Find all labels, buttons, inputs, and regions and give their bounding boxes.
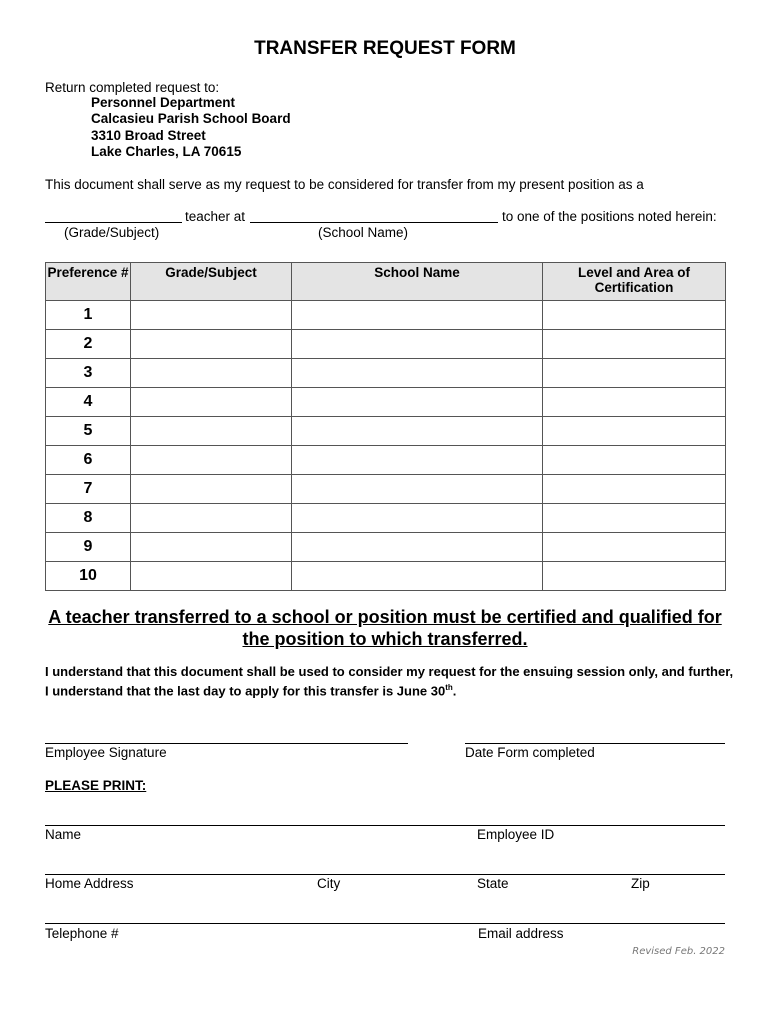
return-label: Return completed request to:	[45, 80, 220, 95]
grade-cell[interactable]	[131, 388, 292, 417]
state-label: State	[477, 876, 509, 891]
school-cell[interactable]	[292, 301, 543, 330]
revision-note: Revised Feb. 2022	[632, 946, 725, 957]
preference-number: 6	[46, 446, 131, 475]
preference-number: 3	[46, 359, 131, 388]
school-cell[interactable]	[292, 504, 543, 533]
cert-cell[interactable]	[543, 533, 726, 562]
cert-cell[interactable]	[543, 504, 726, 533]
telephone-label: Telephone #	[45, 926, 119, 941]
grade-cell[interactable]	[131, 330, 292, 359]
understanding-text: I understand that this document shall be used to consider my request for the ensuing session only, and further, I understand that the last day to apply for this transfer is June 30	[45, 664, 734, 699]
table-row	[46, 504, 726, 533]
preference-number: 9	[46, 533, 131, 562]
grade-cell[interactable]	[131, 359, 292, 388]
grade-cell[interactable]	[131, 446, 292, 475]
grade-subject-field[interactable]	[45, 222, 182, 223]
preference-number: 4	[46, 388, 131, 417]
cert-cell[interactable]	[543, 359, 726, 388]
table-row	[46, 388, 726, 417]
cert-cell[interactable]	[543, 562, 726, 591]
grade-cell[interactable]	[131, 475, 292, 504]
table-row	[46, 330, 726, 359]
certification-notice: A teacher transferred to a school or position must be certified and qualified for the position to which transferred.	[48, 607, 722, 649]
address-line: Lake Charles, LA 70615	[91, 144, 242, 159]
grade-cell[interactable]	[131, 301, 292, 330]
statement: This document shall serve as my request to be considered for transfer from my present position as a	[45, 177, 644, 192]
employee-id-label: Employee ID	[477, 827, 555, 842]
city-label: City	[317, 876, 341, 891]
table-row	[46, 417, 726, 446]
email-label: Email address	[478, 926, 564, 941]
table-row	[46, 475, 726, 504]
school-cell[interactable]	[292, 475, 543, 504]
cert-cell[interactable]	[543, 446, 726, 475]
grade-cell[interactable]	[131, 562, 292, 591]
preference-number: 7	[46, 475, 131, 504]
table-row	[46, 446, 726, 475]
cert-cell[interactable]	[543, 417, 726, 446]
preference-number: 5	[46, 417, 131, 446]
preference-number: 1	[46, 301, 131, 330]
teacher-at-text: teacher at	[185, 209, 246, 224]
statement-tail: to one of the positions noted herein:	[502, 209, 717, 224]
school-name-field[interactable]	[250, 222, 498, 223]
date-completed-label: Date Form completed	[465, 745, 595, 760]
page-title: TRANSFER REQUEST FORM	[254, 38, 516, 59]
address-line-field[interactable]	[45, 874, 725, 875]
table-row	[46, 533, 726, 562]
grade-cell[interactable]	[131, 533, 292, 562]
header-grade-subject: Grade/Subject	[131, 263, 292, 301]
cert-cell[interactable]	[543, 388, 726, 417]
grade-cell[interactable]	[131, 504, 292, 533]
school-cell[interactable]	[292, 533, 543, 562]
date-completed-line[interactable]	[465, 743, 725, 744]
ordinal-suffix: th	[445, 683, 453, 692]
grade-cell[interactable]	[131, 417, 292, 446]
school-cell[interactable]	[292, 388, 543, 417]
school-cell[interactable]	[292, 330, 543, 359]
preference-number: 8	[46, 504, 131, 533]
table-row	[46, 301, 726, 330]
cert-cell[interactable]	[543, 475, 726, 504]
school-cell[interactable]	[292, 562, 543, 591]
school-caption: (School Name)	[318, 225, 409, 240]
telephone-email-line[interactable]	[45, 923, 725, 924]
cert-cell[interactable]	[543, 330, 726, 359]
address-line: Personnel Department	[91, 95, 236, 110]
name-label: Name	[45, 827, 82, 842]
preference-number: 2	[46, 330, 131, 359]
please-print-heading: PLEASE PRINT:	[45, 778, 147, 793]
employee-signature-label: Employee Signature	[45, 745, 167, 760]
preference-table	[45, 262, 726, 591]
school-cell[interactable]	[292, 446, 543, 475]
address-line: Calcasieu Parish School Board	[91, 111, 291, 126]
table-row	[46, 359, 726, 388]
header-school-name: School Name	[292, 263, 543, 301]
employee-signature-line[interactable]	[45, 743, 408, 744]
cert-cell[interactable]	[543, 301, 726, 330]
address-line: 3310 Broad Street	[91, 128, 206, 143]
school-cell[interactable]	[292, 359, 543, 388]
grade-caption: (Grade/Subject)	[64, 225, 160, 240]
header-certification: Level and Area of Certification	[543, 263, 726, 301]
header-preference: Preference #	[46, 263, 131, 301]
table-row	[46, 562, 726, 591]
home-address-label: Home Address	[45, 876, 134, 891]
preference-number: 10	[46, 562, 131, 591]
school-cell[interactable]	[292, 417, 543, 446]
understanding-statement	[45, 664, 735, 699]
name-id-line[interactable]	[45, 825, 725, 826]
zip-label: Zip	[631, 876, 650, 891]
understanding-end: .	[452, 683, 457, 699]
